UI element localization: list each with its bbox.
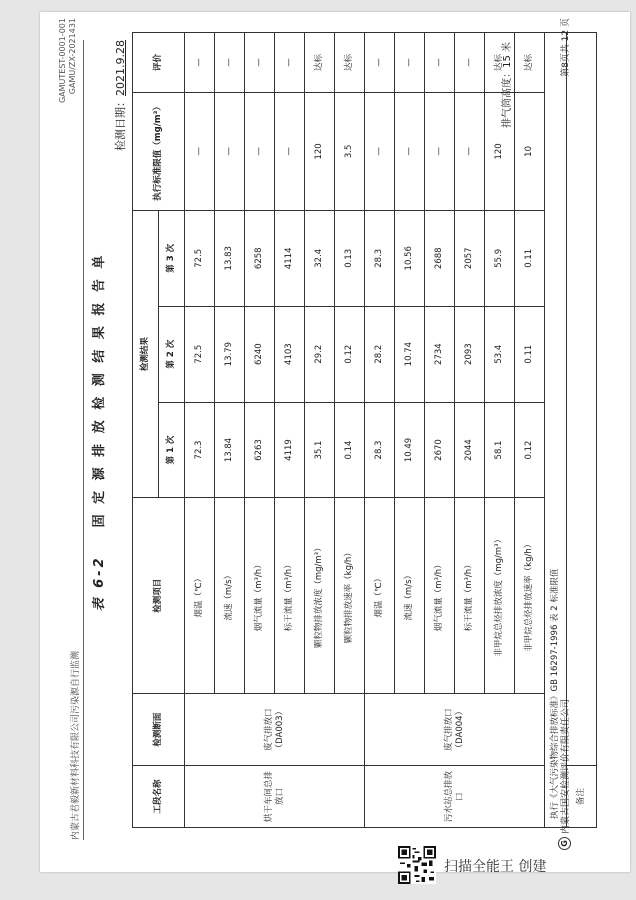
v2-cell: 6240: [245, 306, 275, 402]
v1-cell: 0.14: [335, 402, 365, 498]
test-date: [112, 40, 128, 151]
eval-cell: 达标: [305, 33, 335, 93]
limit-cell: —: [395, 92, 425, 210]
remarks-label: 备注: [567, 766, 597, 828]
eval-cell: —: [275, 33, 305, 93]
limit-cell: —: [425, 92, 455, 210]
limit-cell: —: [275, 92, 305, 210]
col-result: 检测结果: [133, 210, 159, 498]
v3-cell: 55.9: [485, 210, 515, 306]
report-title: [88, 12, 107, 852]
limit-cell: 10: [515, 92, 545, 210]
results-table: [132, 32, 597, 828]
date-value: 2021.9.28: [114, 40, 127, 96]
v3-cell: 4114: [275, 210, 305, 306]
date-label: 检测日期：: [114, 95, 127, 151]
col-eval: 评价: [133, 33, 185, 93]
v1-cell: 28.3: [365, 402, 395, 498]
limit-cell: —: [185, 92, 215, 210]
v1-cell: 6263: [245, 402, 275, 498]
v2-cell: 53.4: [485, 306, 515, 402]
eval-cell: 达标: [515, 33, 545, 93]
eval-cell: —: [425, 33, 455, 93]
item-cell: 烟温（℃）: [365, 498, 395, 694]
col-run3: 第 3 次: [159, 210, 185, 306]
v1-cell: 72.3: [185, 402, 215, 498]
col-section: 工段名称: [133, 766, 185, 828]
footer-company: [558, 699, 571, 850]
item-cell: 流速（m/s）: [215, 498, 245, 694]
v2-cell: 28.2: [365, 306, 395, 402]
v3-cell: 2057: [455, 210, 485, 306]
remarks-value: [567, 33, 597, 766]
report-code-2: GAMU/ZX-2021431: [68, 18, 77, 95]
results-body: [185, 33, 545, 828]
limit-cell: 120: [485, 92, 515, 210]
item-cell: 标干流量（m³/h）: [455, 498, 485, 694]
point-cell: 废气排放口（DA003）: [185, 694, 365, 766]
v2-cell: 29.2: [305, 306, 335, 402]
v3-cell: 10.56: [395, 210, 425, 306]
item-cell: 烟温（℃）: [185, 498, 215, 694]
v3-cell: 72.5: [185, 210, 215, 306]
table-row: [185, 33, 215, 828]
v1-cell: 10.49: [395, 402, 425, 498]
point-cell: 废气排放口（DA004）: [365, 694, 545, 766]
page-number: 第8页共 12 页: [561, 18, 571, 77]
col-item: 检测项目: [133, 498, 185, 694]
eval-cell: —: [185, 33, 215, 93]
limit-cell: —: [365, 92, 395, 210]
v3-cell: 0.11: [515, 210, 545, 306]
rotated-report: [58, 12, 586, 852]
v1-cell: 0.12: [515, 402, 545, 498]
eval-cell: 达标: [335, 33, 365, 93]
table-row: [365, 33, 395, 828]
v2-cell: 72.5: [185, 306, 215, 402]
title-text: 固 定 源 排 放 检 测 结 果 报 告 单: [92, 252, 107, 528]
eval-cell: —: [455, 33, 485, 93]
v1-cell: 4119: [275, 402, 305, 498]
eval-cell: —: [245, 33, 275, 93]
limit-cell: —: [245, 92, 275, 210]
v3-cell: 28.3: [365, 210, 395, 306]
v2-cell: 2734: [425, 306, 455, 402]
scanner-watermark: 扫描全能王 创建: [444, 859, 547, 875]
eval-cell: —: [365, 33, 395, 93]
v3-cell: 2688: [425, 210, 455, 306]
eval-cell: 达标: [485, 33, 515, 93]
item-cell: 烟气流量（m³/h）: [245, 498, 275, 694]
v2-cell: 10.74: [395, 306, 425, 402]
standard-note: 执行《大气污染物综合排放标准》GB 16297-1996 表 2 标准限值: [545, 33, 567, 828]
col-point: 检测断面: [133, 694, 185, 766]
stack-height: 排气筒高度：15 米: [502, 42, 513, 128]
v3-cell: 0.13: [335, 210, 365, 306]
table-number: 表 6-2: [92, 555, 107, 612]
section-cell: 污水站总排放口: [365, 766, 545, 828]
item-cell: 烟气流量（m³/h）: [425, 498, 455, 694]
v1-cell: 35.1: [305, 402, 335, 498]
v1-cell: 2670: [425, 402, 455, 498]
v2-cell: 13.79: [215, 306, 245, 402]
item-cell: 颗粒物排放速率（kg/h）: [335, 498, 365, 694]
qr-code-icon: [398, 846, 436, 884]
report-codes: [58, 18, 78, 103]
col-limit: 执行标准限值（mg/m³）: [133, 92, 185, 210]
v3-cell: 6258: [245, 210, 275, 306]
v3-cell: 32.4: [305, 210, 335, 306]
document-page: [40, 12, 630, 872]
item-cell: 标干流量（m³/h）: [275, 498, 305, 694]
v2-cell: 0.12: [335, 306, 365, 402]
item-cell: 非甲烷总烃排放浓度（mg/m³）: [485, 498, 515, 694]
section-cell: 烘干车间总排放口: [185, 766, 365, 828]
limit-cell: 120: [305, 92, 335, 210]
v2-cell: 0.11: [515, 306, 545, 402]
eval-cell: —: [395, 33, 425, 93]
limit-cell: 3.5: [335, 92, 365, 210]
org-header: 内蒙古君毅新材料科技有限公司污染源自行监测: [68, 40, 84, 840]
col-run2: 第 2 次: [159, 306, 185, 402]
item-cell: 颗粒物排放浓度（mg/m³）: [305, 498, 335, 694]
v1-cell: 2044: [455, 402, 485, 498]
col-run1: 第 1 次: [159, 402, 185, 498]
item-cell: 流速（m/s）: [395, 498, 425, 694]
limit-cell: —: [455, 92, 485, 210]
v1-cell: 13.84: [215, 402, 245, 498]
v2-cell: 2093: [455, 306, 485, 402]
v1-cell: 58.1: [485, 402, 515, 498]
v2-cell: 4103: [275, 306, 305, 402]
v3-cell: 13.83: [215, 210, 245, 306]
company-logo-icon: G: [558, 837, 571, 850]
company-name: 内蒙古国安检测评价有限责任公司: [561, 698, 571, 834]
limit-cell: —: [215, 92, 245, 210]
eval-cell: —: [215, 33, 245, 93]
report-code-1: GAMUTEST-0001-001: [58, 18, 67, 104]
item-cell: 非甲烷总烃排放速率（kg/h）: [515, 498, 545, 694]
